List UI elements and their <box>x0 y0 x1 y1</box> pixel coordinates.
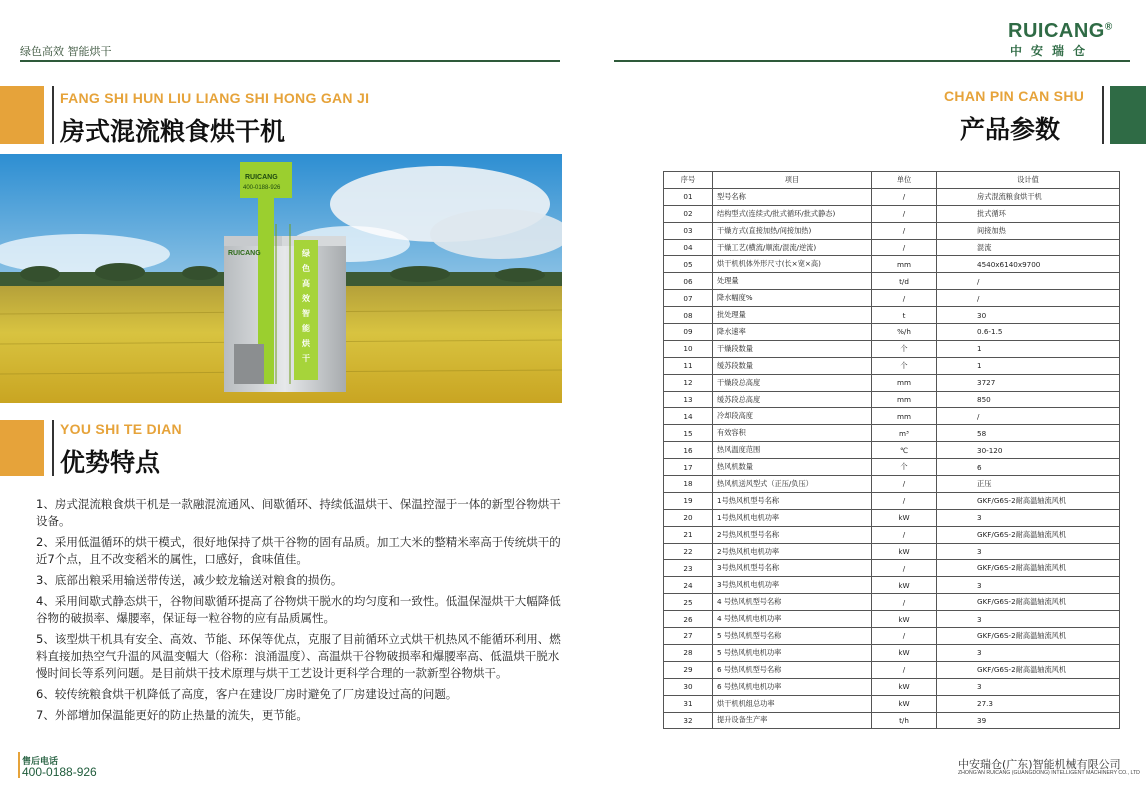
features-list <box>36 496 564 728</box>
table-cell: 12 <box>664 374 713 391</box>
header-divider-right <box>614 60 1130 62</box>
table-cell: 18 <box>664 476 713 493</box>
table-cell: / <box>872 290 937 307</box>
table-cell: 正压 <box>937 476 1120 493</box>
feature-item: 3、底部出粮采用输送带传送，减少蛟龙输送对粮食的损伤。 <box>36 573 343 587</box>
table-cell: 3 <box>937 577 1120 594</box>
product-photo <box>0 154 562 403</box>
table-cell: / <box>872 476 937 493</box>
table-row <box>664 391 1120 408</box>
section1-title: 房式混流粮食烘干机 <box>60 117 286 146</box>
table-cell: kW <box>872 509 937 526</box>
hotline-label: 售后电话 <box>22 757 59 767</box>
table-cell: / <box>937 290 1120 307</box>
table-cell: 27.3 <box>937 695 1120 712</box>
table-cell: 30 <box>664 678 713 695</box>
header-cell: 设计值 <box>937 172 1120 189</box>
table-cell: 3727 <box>937 374 1120 391</box>
table-cell: 09 <box>664 324 713 341</box>
table-cell: 04 <box>664 239 713 256</box>
table-cell: t/h <box>872 712 937 729</box>
table-cell: 30 <box>937 307 1120 324</box>
table-cell: 冷却段高度 <box>713 408 872 425</box>
table-cell: t <box>872 307 937 324</box>
table-row <box>664 661 1120 678</box>
table-row <box>664 611 1120 628</box>
table-cell: 5 号热风机型号名称 <box>713 628 872 645</box>
table-cell: 31 <box>664 695 713 712</box>
table-row <box>664 442 1120 459</box>
table-cell: 3号热风机电机功率 <box>713 577 872 594</box>
table-cell: 26 <box>664 611 713 628</box>
table-cell: 有效容积 <box>713 425 872 442</box>
table-row <box>664 188 1120 205</box>
table-row <box>664 374 1120 391</box>
table-cell: 27 <box>664 628 713 645</box>
table-cell: 4540x6140x9700 <box>937 256 1120 273</box>
table-row <box>664 357 1120 374</box>
table-header-row <box>664 172 1120 189</box>
feature-item: 1、房式混流粮食烘干机是一款融混流通风、间歇循环、持续低温烘干、保温控湿于一体的新型谷物烘干设备。 <box>36 497 561 528</box>
feature-item: 6、较传统粮食烘干机降低了高度，客户在建设厂房时避免了厂房建设过高的问题。 <box>36 687 458 701</box>
table-cell: 间接加热 <box>937 222 1120 239</box>
table-cell: kW <box>872 543 937 560</box>
table-row <box>664 678 1120 695</box>
table-cell: GKF/G6S-2耐高温轴流风机 <box>937 661 1120 678</box>
table-cell: kW <box>872 695 937 712</box>
table-row <box>664 476 1120 493</box>
machine-body-logo: RUICANG <box>228 250 261 257</box>
hotline-accent <box>18 752 20 778</box>
table-cell: m³ <box>872 425 937 442</box>
table-cell: 30-120 <box>937 442 1120 459</box>
table-cell: 1 <box>937 357 1120 374</box>
table-cell: / <box>872 661 937 678</box>
section-divider <box>1102 86 1104 144</box>
table-cell: kW <box>872 644 937 661</box>
table-cell: 24 <box>664 577 713 594</box>
table-row <box>664 628 1120 645</box>
table-cell: GKF/G6S-2耐高温轴流风机 <box>937 526 1120 543</box>
table-cell: 58 <box>937 425 1120 442</box>
table-row <box>664 307 1120 324</box>
table-row <box>664 256 1120 273</box>
table-cell: 0.6-1.5 <box>937 324 1120 341</box>
table-cell: / <box>872 628 937 645</box>
table-cell: 热风温度范围 <box>713 442 872 459</box>
table-row <box>664 425 1120 442</box>
table-cell: 1号热风机型号名称 <box>713 492 872 509</box>
table-cell: 21 <box>664 526 713 543</box>
table-cell: 批处理量 <box>713 307 872 324</box>
table-cell: 13 <box>664 391 713 408</box>
section-accent-bar <box>0 420 44 476</box>
table-row <box>664 594 1120 611</box>
section1-pinyin: FANG SHI HUN LIU LIANG SHI HONG GAN JI <box>60 90 370 106</box>
table-cell: / <box>937 273 1120 290</box>
table-cell: 02 <box>664 205 713 222</box>
table-cell: 07 <box>664 290 713 307</box>
hotline-number: 400-0188-926 <box>22 765 97 779</box>
table-cell: 3 <box>937 509 1120 526</box>
table-cell: 6 号热风机电机功率 <box>713 678 872 695</box>
table-row <box>664 408 1120 425</box>
table-cell: 缓苏段总高度 <box>713 391 872 408</box>
table-cell: 3 <box>937 611 1120 628</box>
table-row <box>664 273 1120 290</box>
section-accent-bar <box>0 86 44 144</box>
table-cell: 缓苏段数量 <box>713 357 872 374</box>
table-cell: mm <box>872 374 937 391</box>
table-row <box>664 543 1120 560</box>
table-cell: 25 <box>664 594 713 611</box>
table-cell: 05 <box>664 256 713 273</box>
table-cell: 2号热风机电机功率 <box>713 543 872 560</box>
registered-mark: ® <box>1104 21 1113 33</box>
table-row <box>664 239 1120 256</box>
table-cell: kW <box>872 611 937 628</box>
params-table <box>663 171 1120 729</box>
table-cell: 6 <box>937 459 1120 476</box>
brand-logo-text: RUICANG <box>1008 20 1105 42</box>
section3-title: 产品参数 <box>960 115 1061 144</box>
header-cell: 项目 <box>713 172 872 189</box>
machine-side-text: 绿色高效智能烘干 <box>302 249 310 363</box>
table-row <box>664 577 1120 594</box>
table-cell: 11 <box>664 357 713 374</box>
feature-item: 7、外部增加保温能更好的防止热量的流失，更节能。 <box>36 708 308 722</box>
table-cell: 4 号热风机型号名称 <box>713 594 872 611</box>
table-cell: / <box>872 222 937 239</box>
table-row <box>664 695 1120 712</box>
table-cell: 20 <box>664 509 713 526</box>
table-cell: 降水速率 <box>713 324 872 341</box>
table-cell: / <box>872 492 937 509</box>
table-cell: GKF/G6S-2耐高温轴流风机 <box>937 594 1120 611</box>
table-row <box>664 459 1120 476</box>
table-cell: GKF/G6S-2耐高温轴流风机 <box>937 560 1120 577</box>
table-cell: 4 号热风机电机功率 <box>713 611 872 628</box>
table-cell: 热风机数量 <box>713 459 872 476</box>
table-row <box>664 526 1120 543</box>
table-cell: 01 <box>664 188 713 205</box>
table-cell: 14 <box>664 408 713 425</box>
table-cell: / <box>872 188 937 205</box>
table-row <box>664 290 1120 307</box>
table-cell: 结构型式(连续式/批式循环/批式静态) <box>713 205 872 222</box>
table-cell: 39 <box>937 712 1120 729</box>
table-cell: 3 <box>937 543 1120 560</box>
table-cell: 19 <box>664 492 713 509</box>
table-cell: 03 <box>664 222 713 239</box>
section-divider <box>52 86 54 144</box>
table-row <box>664 712 1120 729</box>
table-cell: 热风机送风型式（正压/负压） <box>713 476 872 493</box>
table-cell: 3 <box>937 678 1120 695</box>
table-cell: 烘干机机组总功率 <box>713 695 872 712</box>
table-cell: 32 <box>664 712 713 729</box>
table-cell: 型号名称 <box>713 188 872 205</box>
table-cell: 08 <box>664 307 713 324</box>
table-row <box>664 324 1120 341</box>
table-cell: t/d <box>872 273 937 290</box>
table-cell: 850 <box>937 391 1120 408</box>
table-cell: 22 <box>664 543 713 560</box>
table-cell: 23 <box>664 560 713 577</box>
table-cell: 17 <box>664 459 713 476</box>
table-cell: 烘干机机体外形尺寸(长×宽×高) <box>713 256 872 273</box>
table-cell: 15 <box>664 425 713 442</box>
table-cell: 批式循环 <box>937 205 1120 222</box>
table-cell: 混流 <box>937 239 1120 256</box>
header-divider-left <box>20 60 560 62</box>
section-divider <box>52 420 54 476</box>
table-cell: 6 号热风机型号名称 <box>713 661 872 678</box>
table-cell: 2号热风机型号名称 <box>713 526 872 543</box>
table-cell: / <box>872 594 937 611</box>
table-cell: mm <box>872 391 937 408</box>
table-cell: GKF/G6S-2耐高温轴流风机 <box>937 628 1120 645</box>
company-name-cn: 中安瑞仓(广东)智能机械有限公司 <box>958 758 1121 771</box>
table-cell: 干燥方式(直接加热/间接加热) <box>713 222 872 239</box>
section-accent-bar <box>1110 86 1146 144</box>
machine-phone: 400-0188-926 <box>243 185 281 191</box>
table-cell: 28 <box>664 644 713 661</box>
table-row <box>664 205 1120 222</box>
table-cell: %/h <box>872 324 937 341</box>
table-cell: 个 <box>872 357 937 374</box>
table-cell: 1 <box>937 340 1120 357</box>
table-row <box>664 644 1120 661</box>
header-cell: 序号 <box>664 172 713 189</box>
table-row <box>664 509 1120 526</box>
table-cell: 3 <box>937 644 1120 661</box>
table-cell: 5 号热风机电机功率 <box>713 644 872 661</box>
table-cell: / <box>872 560 937 577</box>
table-cell: 处理量 <box>713 273 872 290</box>
table-cell: kW <box>872 678 937 695</box>
table-cell: 16 <box>664 442 713 459</box>
company-name-en: ZHONG'AN RUICANG (GUANGDONG) INTELLIGENT MACHINERY CO., LTD <box>958 770 1140 776</box>
table-cell: 06 <box>664 273 713 290</box>
table-row <box>664 222 1120 239</box>
feature-item: 5、该型烘干机具有安全、高效、节能、环保等优点，克服了目前循环立式烘干机热风不能循环利用、燃料直接加热空气升温的风温变幅大（俗称：浪涌温度）、高温烘干谷物破损率和爆腰率高、低温烘干脱水慢时间长等系列问题。是目前烘干技术原理与烘干工艺设计更科学合理的一款新型谷物烘干。 <box>36 632 561 680</box>
table-cell: / <box>872 526 937 543</box>
header-cell: 单位 <box>872 172 937 189</box>
table-cell: ℃ <box>872 442 937 459</box>
table-cell: 个 <box>872 459 937 476</box>
table-cell: / <box>937 408 1120 425</box>
table-cell: 提升设备生产率 <box>713 712 872 729</box>
table-cell: 10 <box>664 340 713 357</box>
table-cell: 干燥段数量 <box>713 340 872 357</box>
table-cell: 个 <box>872 340 937 357</box>
tagline: 绿色高效 智能烘干 <box>20 45 112 58</box>
table-cell: kW <box>872 577 937 594</box>
table-cell: mm <box>872 408 937 425</box>
machine-logo: RUICANG <box>245 174 278 181</box>
section2-pinyin: YOU SHI TE DIAN <box>60 421 182 437</box>
table-cell: 降水幅度% <box>713 290 872 307</box>
feature-item: 2、采用低温循环的烘干模式，很好地保持了烘干谷物的固有品质。加工大米的整精米率高于传统烘干的近7个点，且不改变稻米的属性，口感好，食味值佳。 <box>36 535 561 566</box>
table-cell: 3号热风机型号名称 <box>713 560 872 577</box>
table-cell: / <box>872 239 937 256</box>
brand-cn: 中安瑞仓 <box>1010 44 1095 58</box>
table-row <box>664 560 1120 577</box>
table-cell: mm <box>872 256 937 273</box>
section2-title: 优势特点 <box>60 448 161 477</box>
table-row <box>664 492 1120 509</box>
table-cell: / <box>872 205 937 222</box>
table-cell: 房式混流粮食烘干机 <box>937 188 1120 205</box>
table-cell: 干燥工艺(横流/顺流/混流/逆流) <box>713 239 872 256</box>
table-cell: 1号热风机电机功率 <box>713 509 872 526</box>
feature-item: 4、采用间歇式静态烘干，谷物间歇循环提高了谷物烘干脱水的均匀度和一致性。低温保湿烘干大幅降低谷物的破损率、爆腰率，保证每一粒谷物的应有品质属性。 <box>36 594 561 625</box>
table-cell: 29 <box>664 661 713 678</box>
section3-pinyin: CHAN PIN CAN SHU <box>944 88 1085 104</box>
table-row <box>664 340 1120 357</box>
table-cell: 干燥段总高度 <box>713 374 872 391</box>
brand-logo <box>1008 20 1113 43</box>
table-cell: GKF/G6S-2耐高温轴流风机 <box>937 492 1120 509</box>
